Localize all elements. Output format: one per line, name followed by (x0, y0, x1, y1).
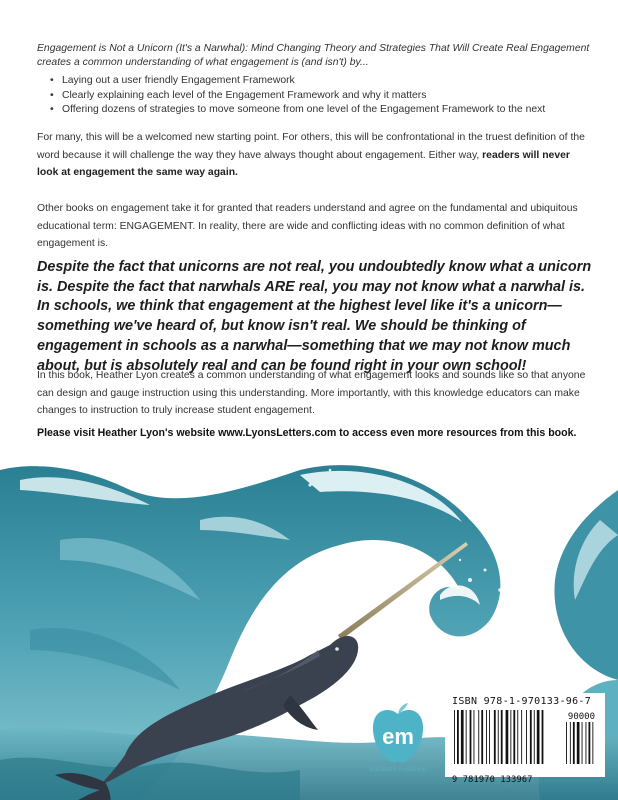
barcode-icon (452, 710, 598, 766)
list-item: • Clearly explaining each level of the Engagement Framework and why it matters (50, 89, 610, 104)
paragraph-other-books: Other books on engagement take it for granted that readers understand and agree on the fundamental and ubiquitous educational term: ENGAGEMENT. In reality, there are wide and conflicting ideas with no common definition of what engagement is. (37, 203, 578, 249)
list-item: • Offering dozens of strategies to move someone from one level of the Engagement Framework to the next (50, 103, 610, 118)
logo-text: em (382, 724, 414, 749)
edumatch-logo (368, 700, 428, 770)
intro-text (37, 42, 593, 70)
list-item: • Laying out a user friendly Engagement Framework (50, 74, 610, 89)
barcode-digits: 9 781970 133967 (452, 775, 533, 785)
feature-list (50, 74, 610, 118)
paragraph-text: For many, this will be a welcomed new starting point. For others, this will be confrontational in the truest definition of the word because it will challenge the way they have always thought about engagement. Either way, (37, 132, 585, 161)
book-title-inline: Engagement is Not a Unicorn (It's a Narwhal): Mind Changing Theory and Strategies That Will Create Real Engagement (37, 43, 590, 54)
isbn-text: ISBN 978-1-970133-96-7 (452, 696, 592, 707)
publisher-name: EduMatch Publishing (369, 767, 427, 773)
bold-highlight: readers will never look at engagement the same way again. (37, 149, 570, 178)
paragraph-author: In this book, Heather Lyon creates a common understanding of what engagement looks and sounds like so that anyone can design and gauge instruction using this understanding. More importantly, with this knowledge educators can make changes to instruction to truly increase student engagement. (37, 370, 586, 416)
price-code: 90000 (567, 712, 595, 722)
paragraph-starting-point (37, 129, 593, 182)
pull-quote: Despite the fact that unicorns are not real, you undoubtedly know what a unicorn is. Despite the fact that narwhals ARE real, you may not know what a narwhal is. In schools, we think that engagement at the highest level like it's a unicorn—something we've heard of, but know isn't real. We should be thinking of engagement in schools as a narwhal—something that we may not know much about, but is absolutely real and can be found right in your own school! (37, 259, 592, 374)
website-line: Please visit Heather Lyon's website www.LyonsLetters.com to access even more resources from this book. (37, 427, 577, 439)
intro-rest: creates a common understanding of what engagement is (and isn't) by... (37, 57, 369, 68)
barcode-panel (445, 693, 605, 777)
